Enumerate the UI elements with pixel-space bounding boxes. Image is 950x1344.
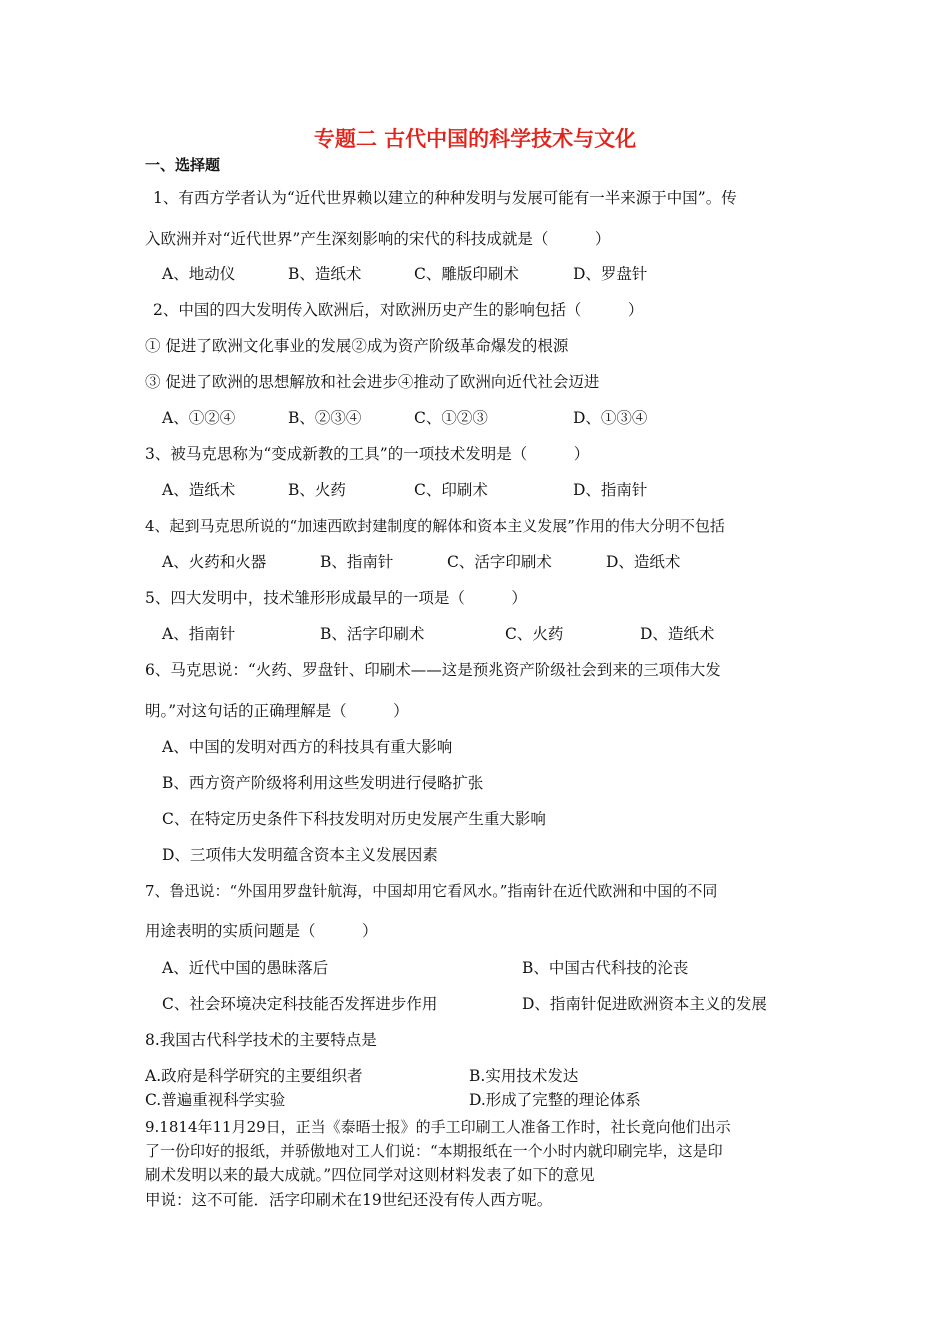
question-2-option-b: B、②③④ bbox=[288, 409, 362, 427]
question-3-option-b: B、火药 bbox=[288, 481, 346, 499]
question-6-line-1: 6、马克思说：“火药、罗盘针、印刷术——这是预兆资产阶级社会到来的三项伟大发 bbox=[145, 661, 721, 679]
question-2-option-d: D、①③④ bbox=[573, 409, 648, 427]
question-7-option-c: C、社会环境决定科技能否发挥进步作用 bbox=[162, 995, 438, 1013]
question-5-option-b: B、活字印刷术 bbox=[320, 625, 425, 643]
question-1-option-d: D、罗盘针 bbox=[573, 265, 648, 283]
question-9-line-2: 了一份印好的报纸，并骄傲地对工人们说：“本期报纸在一个小时内就印刷完毕，这是印 bbox=[145, 1142, 723, 1160]
question-1-line-2: 入欧洲并对“近代世界”产生深刻影响的宋代的科技成就是（ ） bbox=[145, 230, 611, 248]
question-2-item-2: ③ 促进了欧洲的思想解放和社会进步④推动了欧洲向近代社会迈进 bbox=[145, 373, 600, 391]
question-8-stem: 8.我国古代科学技术的主要特点是 bbox=[145, 1031, 377, 1049]
question-1-line-1: 1、有西方学者认为“近代世界赖以建立的种种发明与发展可能有一半来源于中国”。传 bbox=[153, 189, 737, 207]
question-4-option-d: D、造纸术 bbox=[606, 553, 681, 571]
question-3-stem: 3、被马克思称为“变成新教的工具”的一项技术发明是（ ） bbox=[145, 445, 590, 463]
question-5-option-a: A、指南针 bbox=[162, 625, 236, 643]
question-2-stem: 2、中国的四大发明传入欧洲后，对欧洲历史产生的影响包括（ ） bbox=[153, 301, 644, 319]
question-3-option-a: A、造纸术 bbox=[162, 481, 236, 499]
question-2-item-1: ① 促进了欧洲文化事业的发展②成为资产阶级革命爆发的根源 bbox=[145, 337, 569, 355]
question-5-option-c: C、火药 bbox=[505, 625, 564, 643]
question-7-line-1: 7、鲁迅说：“外国用罗盘针航海，中国却用它看风水。”指南针在近代欧洲和中国的不同 bbox=[145, 882, 718, 900]
question-1-option-a: A、地动仪 bbox=[162, 265, 236, 283]
question-6-line-2: 明。”对这句话的正确理解是（ ） bbox=[145, 702, 409, 720]
question-8-option-a: A.政府是科学研究的主要组织者 bbox=[145, 1067, 363, 1085]
question-8-option-b: B.实用技术发达 bbox=[469, 1067, 579, 1085]
question-1-option-b: B、造纸术 bbox=[288, 265, 362, 283]
question-3-option-c: C、印刷术 bbox=[414, 481, 488, 499]
question-7-line-2: 用途表明的实质问题是（ ） bbox=[145, 922, 378, 940]
question-7-option-d: D、指南针促进欧洲资本主义的发展 bbox=[522, 995, 767, 1013]
question-3-option-d: D、指南针 bbox=[573, 481, 648, 499]
question-9-line-4: 甲说：这不可能．活字印刷术在19世纪还没有传人西方呢。 bbox=[145, 1191, 553, 1209]
question-2-option-c: C、①②③ bbox=[414, 409, 488, 427]
question-4-option-b: B、指南针 bbox=[320, 553, 394, 571]
question-4-option-a: A、火药和火器 bbox=[162, 553, 267, 571]
question-8-option-d: D.形成了完整的理论体系 bbox=[469, 1091, 641, 1109]
question-2-option-a: A、①②④ bbox=[162, 409, 236, 427]
question-4-option-c: C、活字印刷术 bbox=[447, 553, 552, 571]
question-5-option-d: D、造纸术 bbox=[640, 625, 715, 643]
question-5-stem: 5、四大发明中，技术雏形形成最早的一项是（ ） bbox=[145, 589, 527, 607]
question-6-option-b: B、西方资产阶级将利用这些发明进行侵略扩张 bbox=[162, 774, 484, 792]
question-9-line-1: 9.1814年11月29日，正当《泰晤士报》的手工印刷工人准备工作时，社长竟向他们出示 bbox=[145, 1118, 731, 1136]
section-heading: 一、选择题 bbox=[145, 156, 221, 174]
question-9-line-3: 刷术发明以来的最大成就。”四位同学对这则材料发表了如下的意见 bbox=[145, 1166, 595, 1184]
question-7-option-b: B、中国古代科技的沦丧 bbox=[522, 959, 689, 977]
question-6-option-a: A、中国的发明对西方的科技具有重大影响 bbox=[162, 738, 453, 756]
question-8-option-c: C.普遍重视科学实验 bbox=[145, 1091, 286, 1109]
question-6-option-c: C、在特定历史条件下科技发明对历史发展产生重大影响 bbox=[162, 810, 546, 828]
question-6-option-d: D、三项伟大发明蕴含资本主义发展因素 bbox=[162, 846, 438, 864]
question-7-option-a: A、近代中国的愚昧落后 bbox=[162, 959, 329, 977]
question-1-option-c: C、雕版印刷术 bbox=[414, 265, 519, 283]
question-4-stem: 4、起到马克思所说的“加速西欧封建制度的解体和资本主义发展”作用的伟大分明不包括 bbox=[145, 517, 725, 535]
page-title: 专题二 古代中国的科学技术与文化 bbox=[313, 127, 637, 151]
